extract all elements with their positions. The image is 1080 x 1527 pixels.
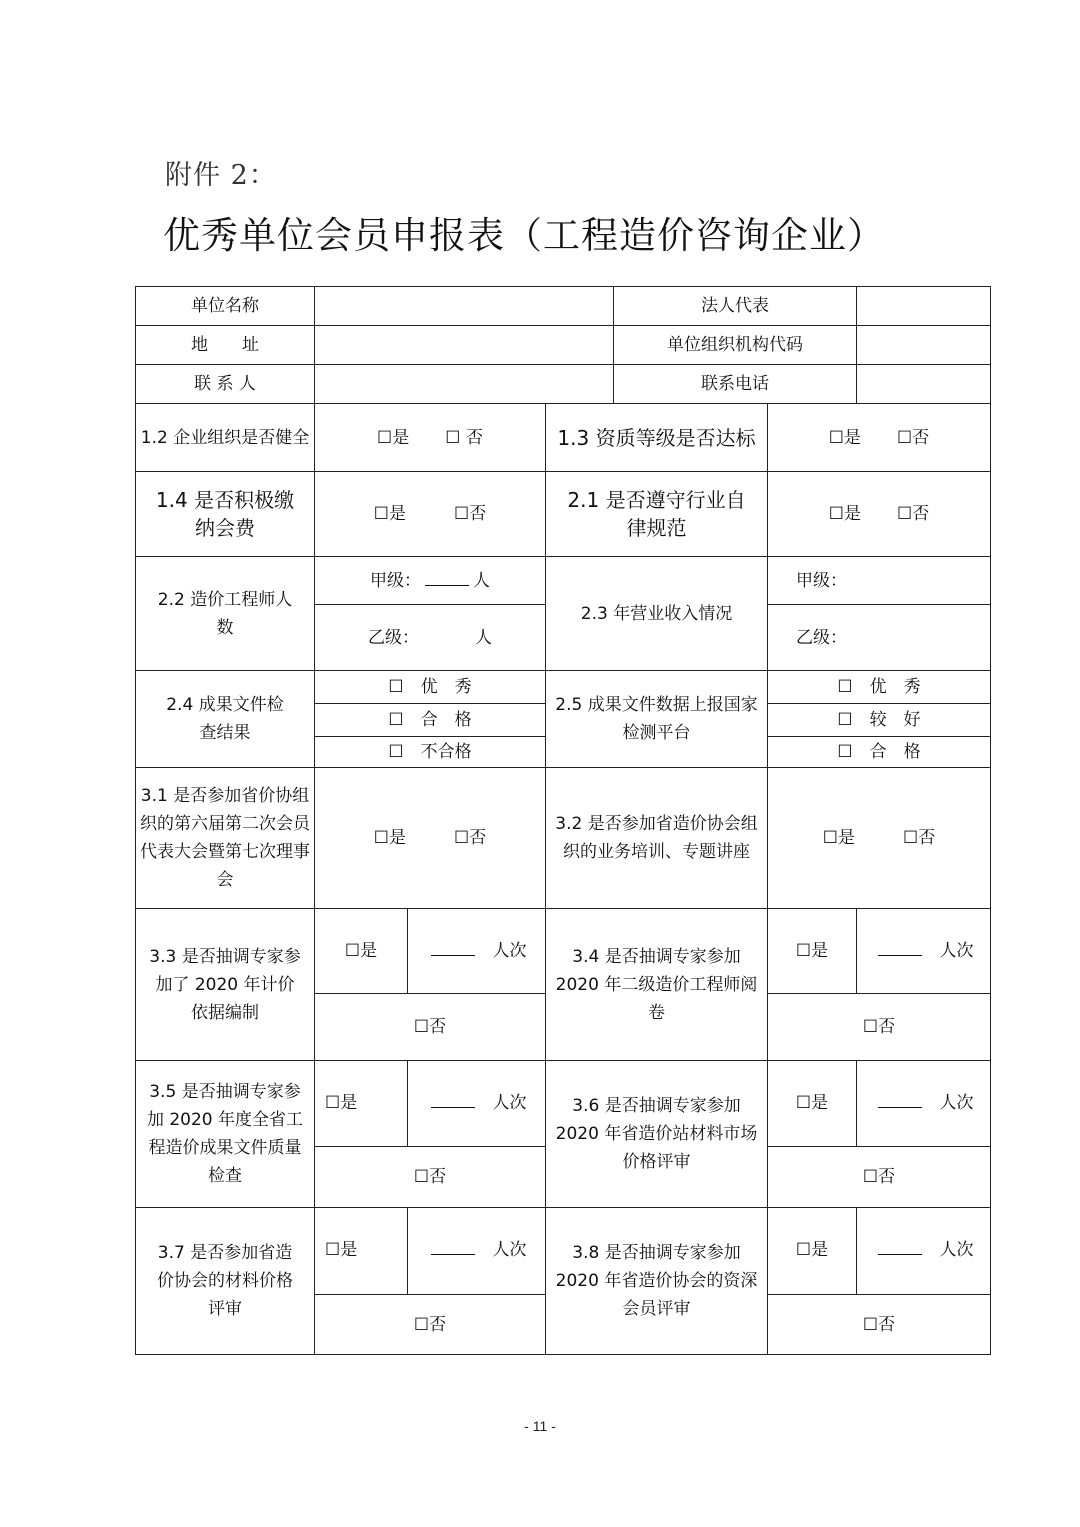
q23-grade-b-label: 乙级：	[796, 627, 847, 648]
q14-yes-checkbox[interactable]: ☐是	[373, 504, 406, 524]
row-q12-q13	[136, 404, 991, 472]
row-q24-q25-1	[136, 671, 991, 704]
q34-no-checkbox[interactable]: ☐否	[768, 994, 991, 1061]
q31-options	[315, 768, 546, 909]
q38-label: 3.8 是否抽调专家参加 2020 年省造价协会的资深会员评审	[546, 1208, 768, 1355]
q13-yes-checkbox[interactable]: ☐是	[828, 427, 861, 448]
application-form-table	[135, 286, 991, 1355]
q33-yes-checkbox[interactable]: ☐是	[315, 909, 408, 994]
q38-no-checkbox[interactable]: ☐否	[768, 1295, 991, 1355]
q23-grade-a-label: 甲级：	[796, 570, 847, 591]
q24-label: 2.4 成果文件检查结果	[136, 671, 315, 768]
q23-label: 2.3 年营业收入情况	[546, 557, 768, 671]
q12-yes-checkbox[interactable]: ☐是	[377, 427, 410, 448]
q13-options	[768, 404, 991, 472]
q12-no-checkbox[interactable]: ☐ 否	[445, 427, 483, 448]
unit-name-field[interactable]	[315, 287, 614, 326]
q21-no-checkbox[interactable]: ☐否	[897, 504, 930, 524]
row-q14-q21	[136, 472, 991, 557]
q21-yes-checkbox[interactable]: ☐是	[828, 504, 861, 524]
address-label: 地 址	[136, 326, 315, 365]
q36-times-blank[interactable]	[878, 1089, 922, 1108]
q22-grade-a-label: 甲级：	[370, 570, 421, 591]
row-q37-q38-a	[136, 1208, 991, 1295]
q32-label: 3.2 是否参加省造价协会组织的业务培训、专题讲座	[546, 768, 768, 909]
q31-yes-checkbox[interactable]: ☐是	[373, 828, 406, 848]
q34-times[interactable]	[857, 909, 991, 994]
q36-no-checkbox[interactable]: ☐否	[768, 1147, 991, 1208]
unit-name-label: 单位名称	[136, 287, 315, 326]
q37-times-unit: 人次	[492, 1240, 527, 1260]
q34-times-blank[interactable]	[878, 937, 922, 956]
q21-label: 2.1 是否遵守行业自律规范	[546, 472, 768, 557]
attachment-label: 附件 2：	[165, 160, 277, 191]
q34-label: 3.4 是否抽调专家参加 2020 年二级造价工程师阅卷	[546, 909, 768, 1061]
q23-grade-a[interactable]	[768, 557, 991, 605]
q37-label: 3.7 是否参加省造价协会的材料价格评审	[136, 1208, 315, 1355]
q24-option-3[interactable]: ☐ 不合格	[315, 737, 546, 768]
q25-option-3[interactable]: ☐ 合 格	[768, 737, 991, 768]
contact-field[interactable]	[315, 365, 614, 404]
row-contact	[136, 365, 991, 404]
page-number: - 11 -	[524, 1418, 556, 1434]
phone-label: 联系电话	[614, 365, 857, 404]
q22-grade-a-unit: 人	[473, 570, 490, 591]
q36-yes-checkbox[interactable]: ☐是	[768, 1061, 857, 1147]
q23-grade-b[interactable]	[768, 605, 991, 671]
q36-times[interactable]	[857, 1061, 991, 1147]
q14-options	[315, 472, 546, 557]
q22-grade-b-unit: 人	[475, 627, 492, 648]
q33-times[interactable]	[408, 909, 546, 994]
q22-grade-a-blank[interactable]	[425, 567, 469, 586]
q32-options	[768, 768, 991, 909]
q32-yes-checkbox[interactable]: ☐是	[822, 828, 855, 848]
q37-no-checkbox[interactable]: ☐否	[315, 1295, 546, 1355]
q34-times-unit: 人次	[939, 941, 974, 961]
q37-yes-checkbox[interactable]: ☐是	[315, 1208, 408, 1295]
q14-no-checkbox[interactable]: ☐否	[454, 504, 487, 524]
q14-label: 1.4 是否积极缴纳会费	[136, 472, 315, 557]
q22-grade-a[interactable]	[315, 557, 546, 605]
row-q22-q23-a	[136, 557, 991, 605]
q31-no-checkbox[interactable]: ☐否	[454, 828, 487, 848]
org-code-label: 单位组织机构代码	[614, 326, 857, 365]
q31-label: 3.1 是否参加省价协组织的第六届第二次会员代表大会暨第七次理事会	[136, 768, 315, 909]
q25-label: 2.5 成果文件数据上报国家检测平台	[546, 671, 768, 768]
contact-label: 联 系 人	[136, 365, 315, 404]
q13-label: 1.3 资质等级是否达标	[546, 404, 768, 472]
phone-field[interactable]	[857, 365, 991, 404]
address-field[interactable]	[315, 326, 614, 365]
q22-grade-b-label: 乙级：	[368, 627, 419, 648]
q35-times[interactable]	[408, 1061, 546, 1147]
q33-no-checkbox[interactable]: ☐否	[315, 994, 546, 1061]
legal-rep-field[interactable]	[857, 287, 991, 326]
q38-times-unit: 人次	[939, 1240, 974, 1260]
row-q35-q36-a	[136, 1061, 991, 1147]
q24-option-1[interactable]: ☐ 优 秀	[315, 671, 546, 704]
q33-times-blank[interactable]	[431, 937, 475, 956]
row-address	[136, 326, 991, 365]
q38-times[interactable]	[857, 1208, 991, 1295]
q36-label: 3.6 是否抽调专家参加 2020 年省造价站材料市场价格评审	[546, 1061, 768, 1208]
q33-label: 3.3 是否抽调专家参加了 2020 年计价依据编制	[136, 909, 315, 1061]
legal-rep-label: 法人代表	[614, 287, 857, 326]
q24-option-2[interactable]: ☐ 合 格	[315, 704, 546, 737]
q38-yes-checkbox[interactable]: ☐是	[768, 1208, 857, 1295]
q38-times-blank[interactable]	[878, 1236, 922, 1255]
q25-option-1[interactable]: ☐ 优 秀	[768, 671, 991, 704]
q37-times-blank[interactable]	[431, 1236, 475, 1255]
row-unit-name	[136, 287, 991, 326]
page-title: 优秀单位会员申报表（工程造价咨询企业）	[163, 214, 885, 257]
q32-no-checkbox[interactable]: ☐否	[903, 828, 936, 848]
row-q33-q34-a	[136, 909, 991, 994]
q33-times-unit: 人次	[492, 941, 527, 961]
q21-options	[768, 472, 991, 557]
q13-no-checkbox[interactable]: ☐否	[897, 427, 930, 448]
q37-times[interactable]	[408, 1208, 546, 1295]
q35-label: 3.5 是否抽调专家参加 2020 年度全省工程造价成果文件质量检查	[136, 1061, 315, 1208]
org-code-field[interactable]	[857, 326, 991, 365]
q35-times-unit: 人次	[492, 1093, 527, 1113]
q35-times-blank[interactable]	[431, 1089, 475, 1108]
row-q31-q32	[136, 768, 991, 909]
q22-label: 2.2 造价工程师人数	[136, 557, 315, 671]
q35-no-checkbox[interactable]: ☐否	[315, 1147, 546, 1208]
q25-option-2[interactable]: ☐ 较 好	[768, 704, 991, 737]
q34-yes-checkbox[interactable]: ☐是	[768, 909, 857, 994]
q12-options	[315, 404, 546, 472]
q36-times-unit: 人次	[939, 1093, 974, 1113]
q35-yes-checkbox[interactable]: ☐是	[315, 1061, 408, 1147]
q12-label: 1.2 企业组织是否健全	[136, 404, 315, 472]
q22-grade-b[interactable]	[315, 605, 546, 671]
